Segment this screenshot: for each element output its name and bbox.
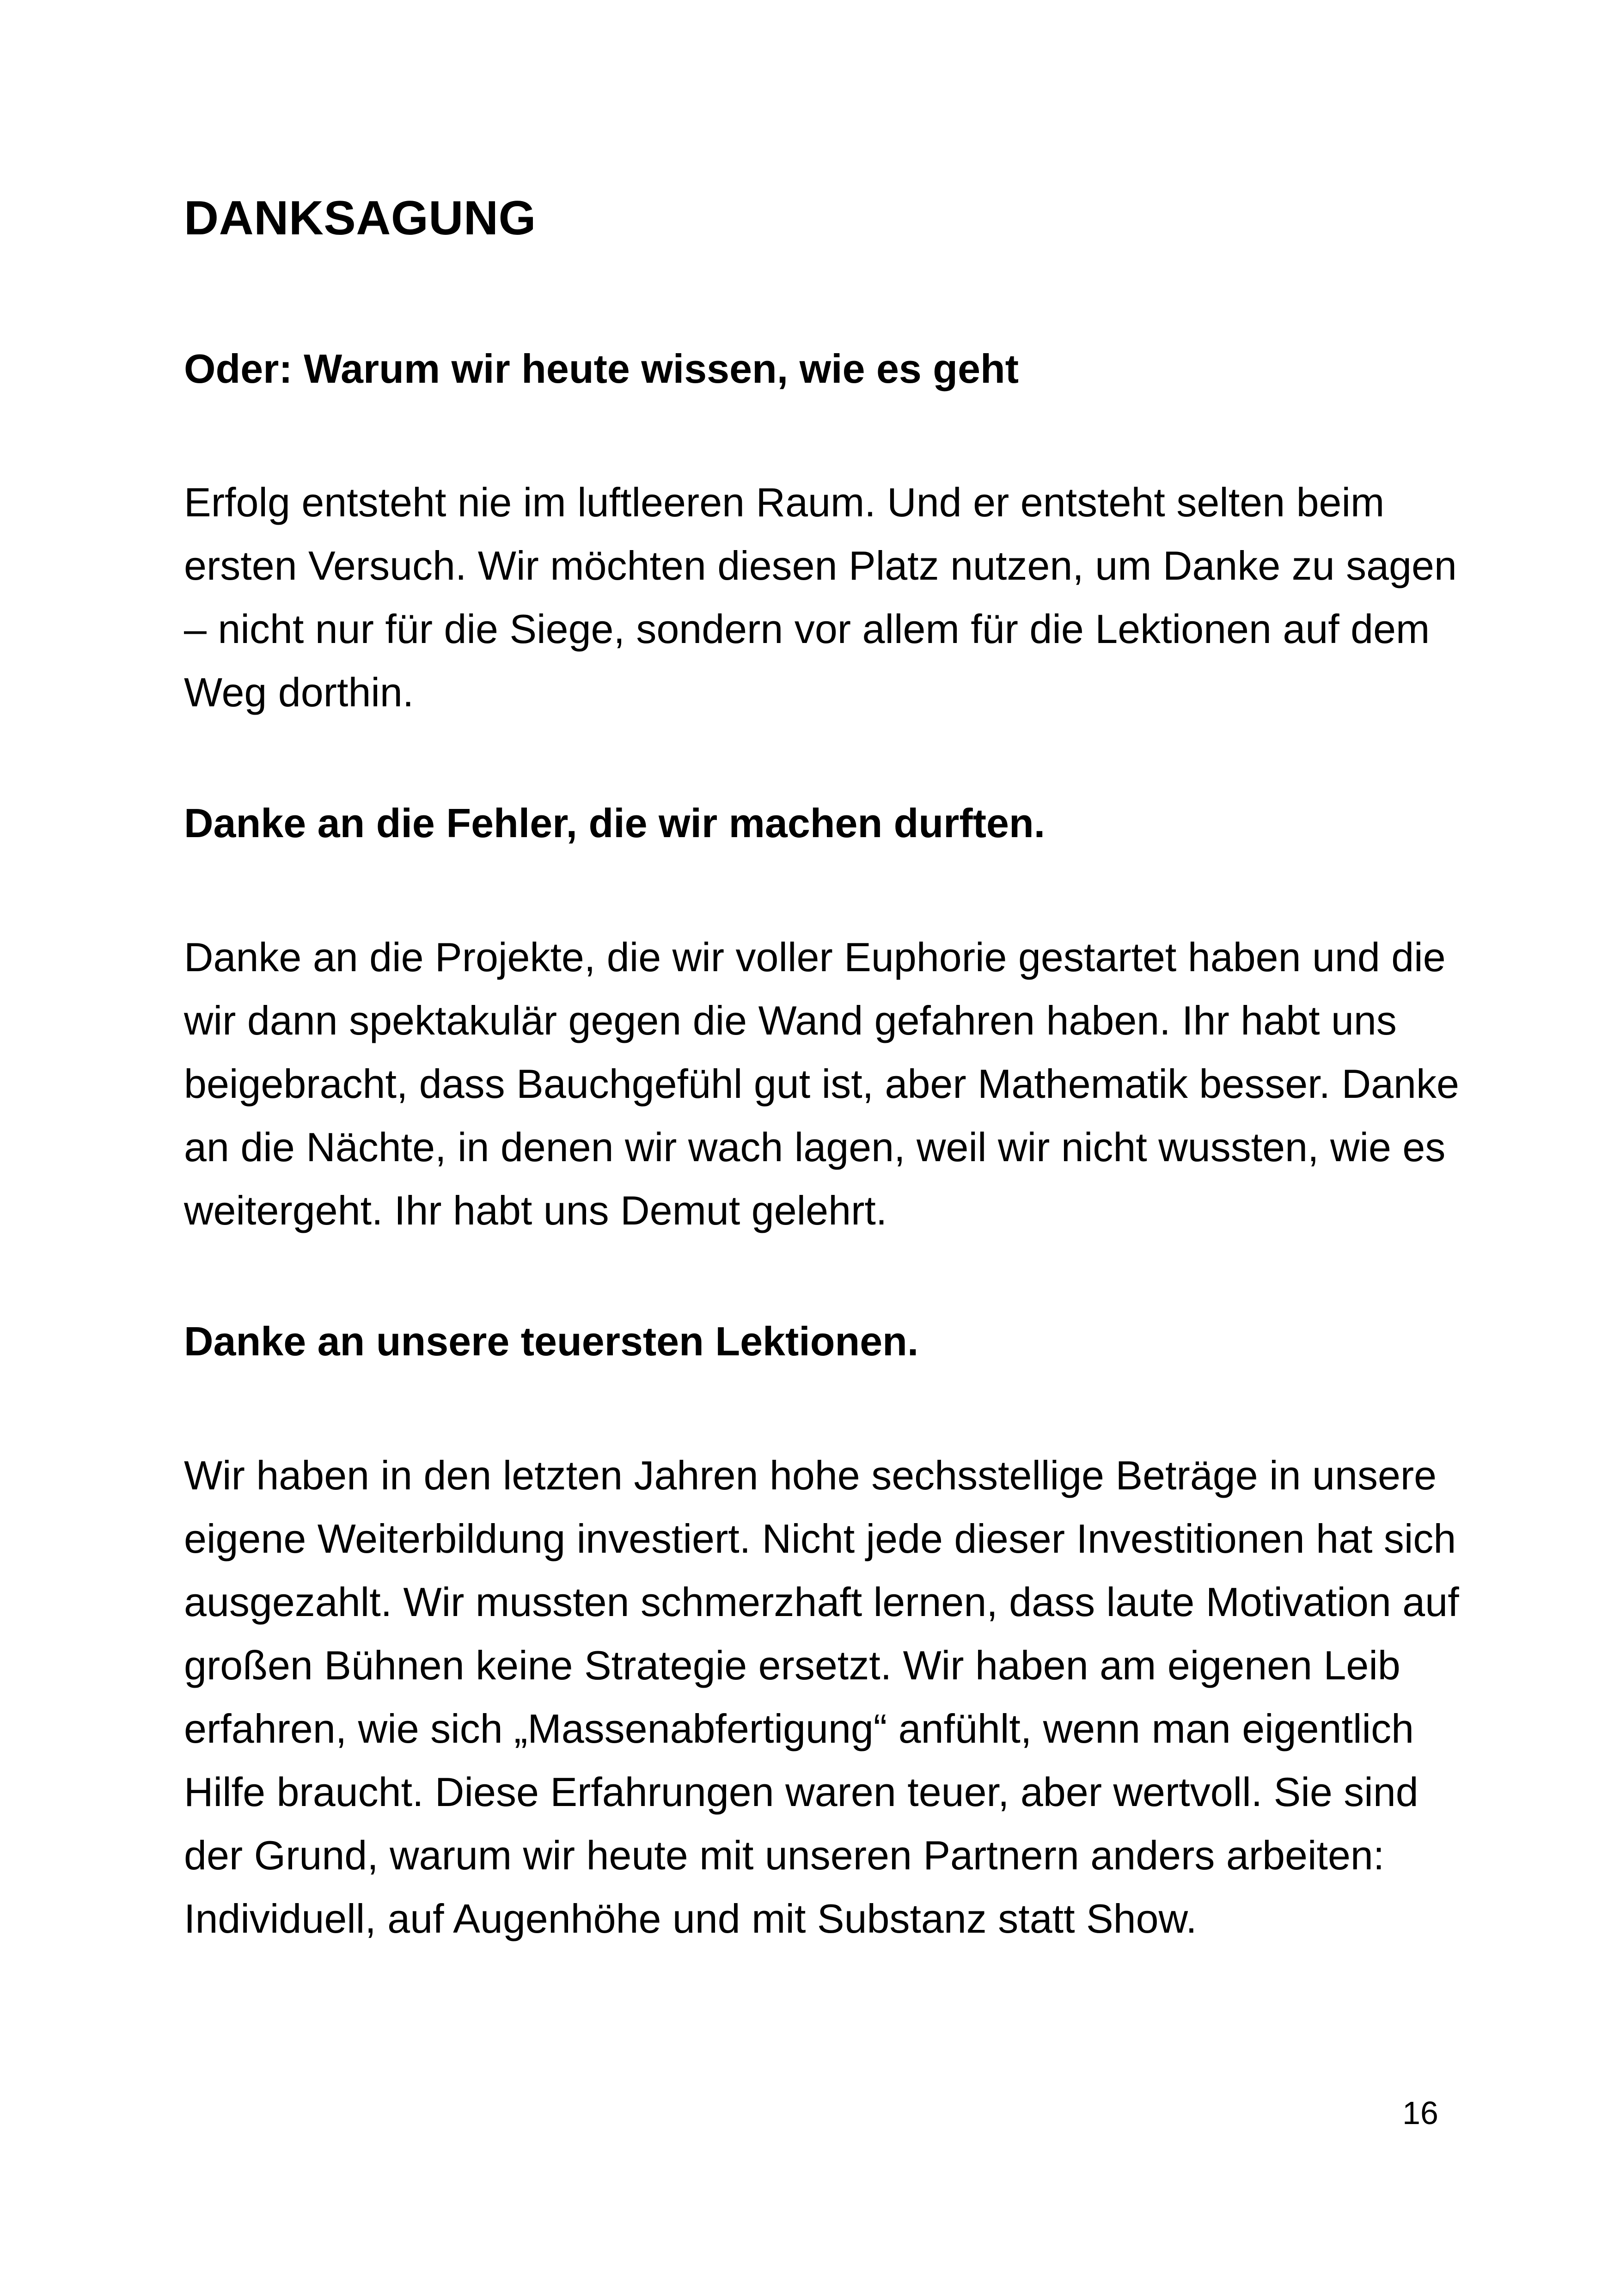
page-content: [184, 190, 1478, 2025]
section-heading-lessons: Danke an unsere teuersten Lektionen.: [184, 1318, 919, 1364]
section-heading-mistakes: Danke an die Fehler, die wir machen durften.: [184, 800, 1045, 846]
section-paragraph-mistakes: Danke an die Projekte, die wir voller Euphorie gestartet haben und die wir dann spektakulär gegen die Wand gefahren haben. Ihr habt uns beigebracht, dass Bauchgefühl gut ist, aber Mathematik besser. Danke an die Nächte, in denen wir wach lagen, weil wir nicht wussten, wie es weitergeht. Ihr habt uns Demut gelehrt.: [184, 934, 1459, 1233]
page-number: 16: [1402, 2095, 1438, 2131]
page-title: DANKSAGUNG: [184, 191, 536, 245]
section-paragraph-lessons: Wir haben in den letzten Jahren hohe sechsstellige Beträge in unsere eigene Weiterbildung investiert. Nicht jede dieser Investitionen hat sich ausgezahlt. Wir mussten schmerzhaft lernen, dass laute Motivation auf großen Bühnen keine Strategie ersetzt. Wir haben am eigenen Leib erfahren, wie sich „Massenabfertigung“ anfühlt, wenn man eigentlich Hilfe braucht. Diese Erfahrungen waren teuer, aber wertvoll. Sie sind der Grund, warum wir heute mit unseren Partnern anders arbeiten: Individuell, auf Augenhöhe und mit Substanz statt Show.: [184, 1452, 1459, 1941]
intro-paragraph: Erfolg entsteht nie im luftleeren Raum. Und er entsteht selten beim ersten Versuch. Wir möchten diesen Platz nutzen, um Danke zu sagen – nicht nur für die Siege, sondern vor allem für die Lektionen auf dem Weg dorthin.: [184, 479, 1457, 716]
subtitle-heading: Oder: Warum wir heute wissen, wie es geht: [184, 345, 1019, 392]
